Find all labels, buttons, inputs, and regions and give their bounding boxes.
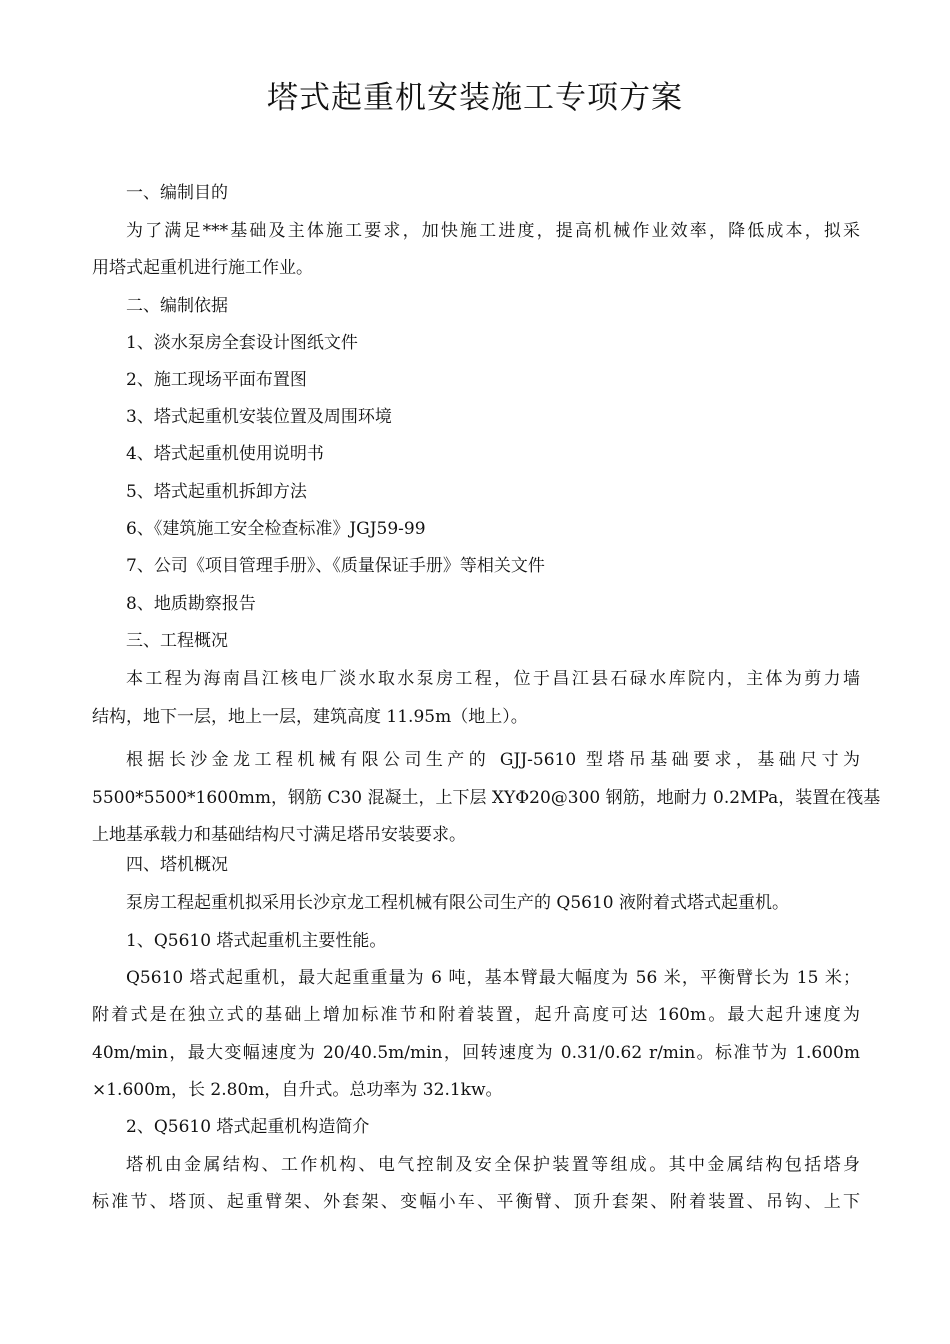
paragraph-foundation-line: 5500*5500*1600mm，钢筋 C30 混凝土，上下层 XYΦ20@300 钢筋，地耐力 0.2MPa，装置在筏基 (92, 788, 881, 808)
paragraph-performance-line: Q5610 塔式起重机，最大起重重量为 6 吨，基本臂最大幅度为 56 米，平衡臂长为 15 米； (126, 968, 860, 988)
paragraph-structure-line: 塔机由金属结构、工作机构、电气控制及安全保护装置等组成。其中金属结构包括塔身 (126, 1155, 860, 1175)
basis-list-item: 2、施工现场平面布置图 (126, 370, 307, 390)
basis-list-item: 1、淡水泵房全套设计图纸文件 (126, 333, 358, 353)
paragraph-performance-line: ×1.600m，长 2.80m，自升式。总功率为 32.1kw。 (92, 1080, 503, 1100)
basis-list-item: 3、塔式起重机安装位置及周围环境 (126, 407, 392, 427)
paragraph-structure-line: 标准节、塔顶、起重臂架、外套架、变幅小车、平衡臂、顶升套架、附着装置、吊钩、上下 (92, 1192, 860, 1212)
section-heading-overview: 三、工程概况 (126, 631, 228, 651)
section-heading-basis: 二、编制依据 (126, 296, 228, 316)
paragraph-overview-line: 结构，地下一层，地上一层，建筑高度 11.95m（地上）。 (92, 707, 528, 727)
section-heading-crane: 四、塔机概况 (126, 855, 228, 875)
basis-list-item: 5、塔式起重机拆卸方法 (126, 482, 307, 502)
paragraph-purpose-line: 用塔式起重机进行施工作业。 (92, 258, 313, 278)
paragraph-purpose-line: 为了满足***基础及主体施工要求，加快施工进度，提高机械作业效率，降低成本，拟采 (126, 221, 860, 241)
basis-list-item: 4、塔式起重机使用说明书 (126, 444, 324, 464)
paragraph-foundation-line: 根据长沙金龙工程机械有限公司生产的 GJJ-5610 型塔吊基础要求，基础尺寸为 (126, 750, 860, 770)
paragraph-crane-intro: 泵房工程起重机拟采用长沙京龙工程机械有限公司生产的 Q5610 液附着式塔式起重机。 (126, 893, 790, 913)
subheading-structure: 2、Q5610 塔式起重机构造简介 (126, 1117, 370, 1137)
basis-list-item: 7、公司《项目管理手册》、《质量保证手册》等相关文件 (126, 556, 545, 576)
paragraph-performance-line: 附着式是在独立式的基础上增加标准节和附着装置，起升高度可达 160m。最大起升速度为 (92, 1005, 860, 1025)
paragraph-foundation-line: 上地基承载力和基础结构尺寸满足塔吊安装要求。 (92, 825, 466, 845)
section-heading-purpose: 一、编制目的 (126, 183, 228, 203)
paragraph-performance-line: 40m/min，最大变幅速度为 20/40.5m/min，回转速度为 0.31/0.62 r/min。标准节为 1.600m (92, 1043, 860, 1063)
paragraph-overview-line: 本工程为海南昌江核电厂淡水取水泵房工程，位于昌江县石碌水库院内，主体为剪力墙 (126, 669, 860, 689)
subheading-performance: 1、Q5610 塔式起重机主要性能。 (126, 931, 387, 951)
document-title: 塔式起重机安装施工专项方案 (267, 80, 683, 116)
basis-list-item: 6、《建筑施工安全检查标准》JGJ59-99 (126, 519, 426, 539)
basis-list-item: 8、地质勘察报告 (126, 594, 256, 614)
